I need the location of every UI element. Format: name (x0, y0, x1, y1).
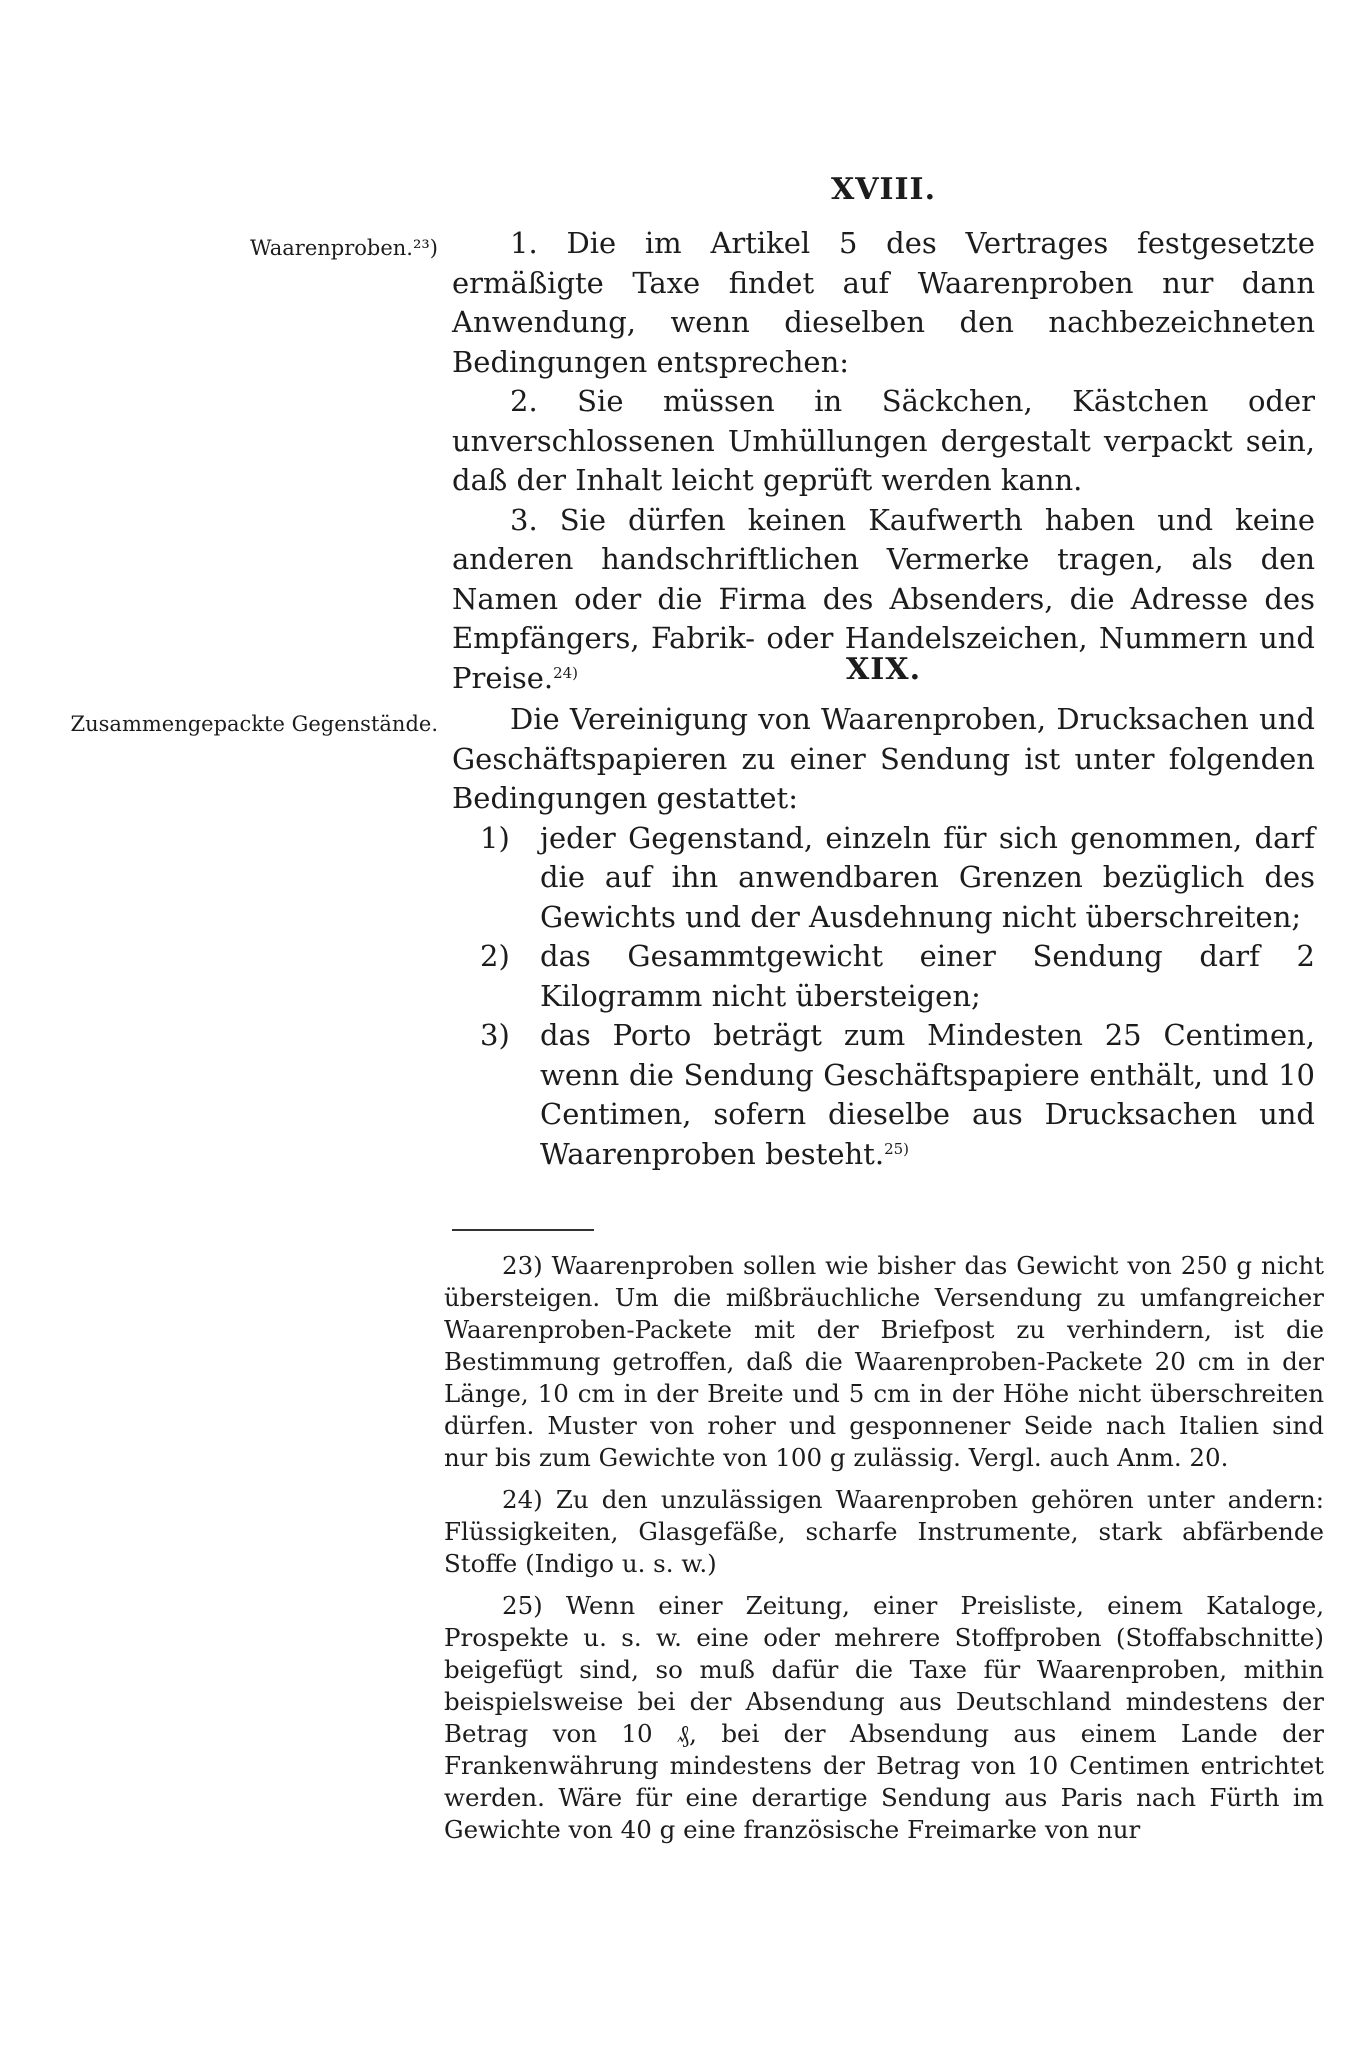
margin-note-waarenproben: Waarenproben.²³) (249, 236, 438, 260)
footnote-divider (452, 1229, 594, 1231)
footnote-25: 25) Wenn einer Zeitung, einer Preisliste, einem Kataloge, Prospekte u. s. w. eine oder mehrere Stoffproben (Stoffabschnitte) beigefügt sind, so muß dafür die Taxe für Waarenproben, mithin beispielsweise bei der Absendung aus Deutschland mindestens der Betrag von 10 ₰, bei der Absendung aus einem Lande der Frankenwährung mindestens der Betrag von 10 Centimen entrichtet werden. Wäre für eine derartige Sendung aus Paris nach Fürth im Gewichte von 40 g eine französische Freimarke von nur (444, 1591, 1324, 1844)
section-heading-xix: XIX. (845, 652, 922, 687)
footnote-reference: 25) (884, 1139, 910, 1158)
list-item (480, 937, 1315, 1016)
section-heading-xviii: XVIII. (830, 172, 937, 207)
list-item-text: jeder Gegenstand, einzeln für sich genommen, darf die auf ihn anwendbaren Grenzen bezüglich des Gewichts und der Ausdehnung nicht überschreiten; (540, 820, 1315, 934)
list-item-number: 1) (480, 820, 510, 855)
list-item-text: das Porto beträgt zum Mindesten 25 Centimen, wenn die Sendung Geschäftspapiere enthält, und 10 Centimen, sofern dieselbe aus Drucksachen und Waarenproben besteht.$^{25)}$ (540, 1018, 1315, 1171)
list-item (480, 819, 1315, 938)
section-xviii-paragraph: 3. Sie dürfen keinen Kaufwerth haben und keine anderen handschriftlichen Vermerke tragen, als den Namen oder die Firma des Absenders, die Adresse des Empfängers, Fabrik- oder Handelszeichen, Nummern und Preise.$^{24)}$ (452, 502, 1315, 695)
list-item-number: 2) (480, 939, 510, 973)
section-xix-body (452, 700, 1315, 1174)
section-xviii-paragraph: 2. Sie müssen in Säckchen, Kästchen oder unverschlossenen Umhüllungen dergestalt verpackt sein, daß der Inhalt leicht geprüft werden kann. (452, 384, 1315, 497)
list-item-text: das Gesammtgewicht einer Sendung darf 2 Kilogramm nicht übersteigen; (540, 939, 1315, 1013)
section-xviii-paragraph: 1. Die im Artikel 5 des Vertrages festgesetzte ermäßigte Taxe findet auf Waarenproben nur dann Anwendung, wenn dieselben den nachbezeichneten Bedingungen entsprechen: (452, 226, 1315, 379)
list-item-number: 3) (480, 1018, 510, 1052)
footnote-23: 23) Waarenproben sollen wie bisher das Gewicht von 250 g nicht übersteigen. Um die mißbräuchliche Versendung zu umfangreicher Waarenproben-Packete mit der Briefpost zu verhindern, ist die Bestimmung getroffen, daß die Waarenproben-Packete 20 cm in der Länge, 10 cm in der Breite und 5 cm in der Höhe nicht überschreiten dürfen. Muster von roher und gesponnener Seide nach Italien sind nur bis zum Gewichte von 100 g zulässig. Vergl. auch Anm. 20. (444, 1251, 1324, 1472)
footnote-24: 24) Zu den unzulässigen Waarenproben gehören unter andern: Flüssigkeiten, Glasgefäße, scharfe Instrumente, stark abfärbende Stoffe (Indigo u. s. w.) (444, 1485, 1324, 1578)
section-xix-intro: Die Vereinigung von Waarenproben, Drucksachen und Geschäftspapieren zu einer Sendung ist unter folgenden Bedingungen gestattet: (452, 702, 1315, 815)
margin-note-zusammengepackte: Zusammengepackte Gegenstände. (70, 712, 438, 736)
list-item (480, 1016, 1315, 1174)
footnotes (444, 1250, 1324, 1856)
section-xviii-body (452, 224, 1315, 698)
footnote-reference: 24) (553, 663, 579, 682)
